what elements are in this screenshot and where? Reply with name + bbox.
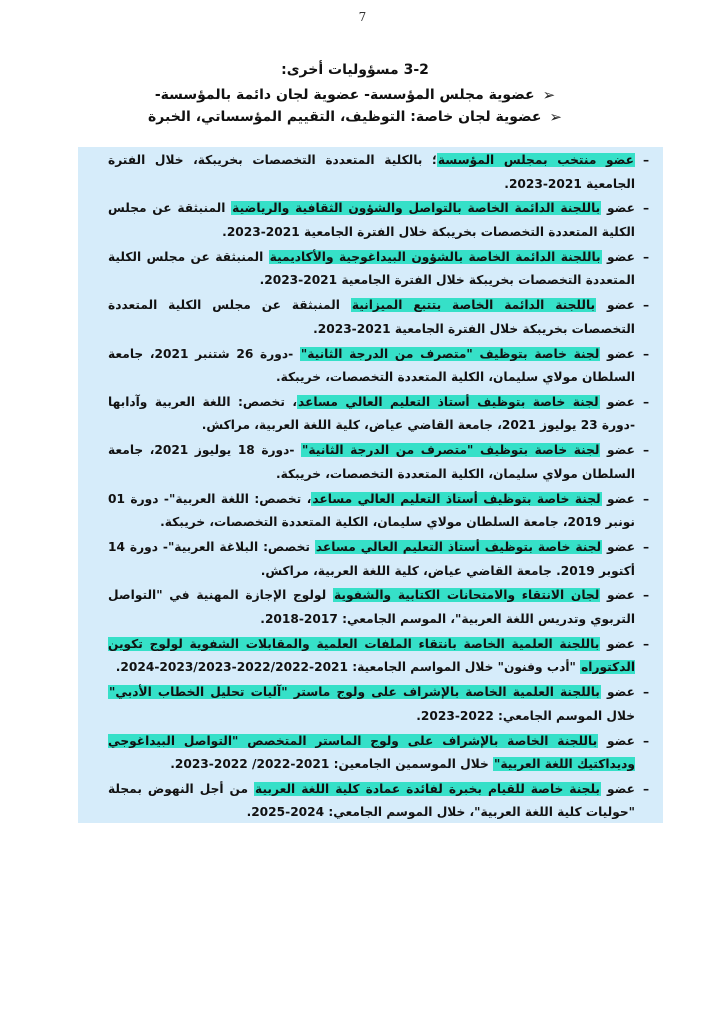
highlighted-text: لجنة خاصة بتوظيف أستاذ التعليم العالي مساعد: [315, 540, 602, 554]
list-item: – عضو باللجنة الدائمة الخاصة بتتبع الميزانية المنبثقة عن مجلس الكلية المتعددة التخصصات بخريبكة خلال الفترة الجامعية 2021-2023.: [108, 294, 657, 341]
highlighted-text: باللجنة العلمية الخاصة بالإشراف على ولوج ماستر "آليات تحليل الخطاب الأدبي": [109, 685, 600, 700]
list-item: – عضو لجنة خاصة بتوظيف "متصرف من الدرجة الثانية" -دورة 26 شتنبر 2021، جامعة السلطان مولاي سليمان، الكلية المتعددة التخصصات، خريبكة.: [108, 343, 657, 390]
highlighted-text: لجنة خاصة بتوظيف "متصرف من الدرجة الثانية": [302, 443, 600, 458]
highlighted-text: لجنة خاصة بتوظيف أستاذ التعليم العالي مساعد: [312, 491, 601, 506]
bullet-line: [75, 86, 635, 104]
highlighted-text: باللجنة الدائمة الخاصة بالشؤون البيداغوجية والأكاديمية: [269, 249, 601, 264]
highlighted-text: باللجنة الدائمة الخاصة بالتواصل والشؤون الثقافية والرياضية: [232, 201, 601, 216]
dash-marker: –: [642, 443, 650, 458]
dash-marker: –: [642, 249, 650, 264]
highlighted-text: باللجنة العلمية الخاصة بانتقاء الملفات العلمية والمقابلات الشفوية لولوج تكوين الدكتوراه: [108, 636, 635, 675]
list-item: – عضو لجنة خاصة بتوظيف أستاذ التعليم العالي مساعد، تخصص: اللغة العربية وآدابها -دورة 23 يوليوز 2021، جامعة القاضي عياض، كلية اللغة العربية، مراكش.: [108, 391, 657, 438]
dash-marker: –: [642, 588, 650, 603]
highlighted-text: لجنة خاصة بتوظيف "متصرف من الدرجة الثانية": [300, 346, 600, 361]
list-item: – عضو منتخب بمجلس المؤسسة؛ بالكلية المتعددة التخصصات بخريبكة، خلال الفترة الجامعية 2021-2023.: [108, 149, 657, 196]
dash-marker: –: [642, 201, 650, 216]
dash-marker: –: [642, 636, 650, 651]
list-item: – عضو باللجنة الدائمة الخاصة بالشؤون البيداغوجية والأكاديمية المنبثقة عن مجلس الكلية المتعددة التخصصات بخريبكة خلال الفترة الجامعية 2021-2023.: [108, 246, 657, 293]
dash-marker: –: [642, 394, 650, 409]
highlighted-text: باللجنة الدائمة الخاصة بتتبع الميزانية: [351, 298, 596, 313]
highlighted-text: لجنة خاصة بتوظيف أستاذ التعليم العالي مساعد: [298, 394, 599, 409]
highlighted-text: عضو منتخب بمجلس المؤسسة: [437, 153, 634, 167]
list-item: – عضو باللجنة الدائمة الخاصة بالتواصل والشؤون الثقافية والرياضية المنبثقة عن مجلس الكلية المتعددة التخصصات بخريبكة خلال الفترة الجامعية 2021-2023.: [108, 197, 657, 244]
dash-marker: –: [642, 346, 650, 361]
list-item: – عضو لجنة خاصة بتوظيف أستاذ التعليم العالي مساعد تخصص: البلاغة العربية"- دورة 14 أكتوبر 2019. جامعة القاضي عياض، كلية اللغة العربية، مراكش.: [108, 536, 657, 583]
list-item: – عضو لجنة خاصة بتوظيف "متصرف من الدرجة الثانية" -دورة 18 يوليوز 2021، جامعة السلطان مولاي سليمان، الكلية المتعددة التخصصات، خريبكة.: [108, 439, 657, 486]
dash-marker: –: [642, 540, 650, 554]
list-item: – عضو بلجنة خاصة للقيام بخبرة لفائدة عمادة كلية اللغة العربية من أجل النهوض بمجلة "حوليات كلية اللغة العربية"، خلال الموسم الجامعي: 2024-2025.: [108, 778, 657, 825]
highlighted-text: بلجنة خاصة للقيام بخبرة لفائدة عمادة كلية اللغة العربية: [255, 781, 601, 796]
dash-marker: –: [642, 298, 650, 313]
dash-marker: –: [642, 733, 650, 748]
list-item: – عضو باللجنة العلمية الخاصة بالإشراف على ولوج ماستر "آليات تحليل الخطاب الأدبي" خلال الموسم الجامعي: 2022-2023.: [108, 681, 657, 728]
bullet-line: [75, 108, 635, 126]
list-item: – عضو لجان الانتقاء والامتحانات الكتابية والشفوية لولوج الإجازة المهنية في "التواصل التربوي وتدريس اللغة العربية"، الموسم الجامعي: 2017-2018.: [108, 584, 657, 631]
section-title: 3-2 مسؤوليات أخرى:: [281, 62, 429, 78]
check-arrow-icon: ➢: [542, 86, 556, 104]
dash-marker: –: [642, 781, 650, 796]
list-item: – عضو لجنة خاصة بتوظيف أستاذ التعليم العالي مساعد، تخصص: اللغة العربية"- دورة 01 نونبر 2019، جامعة السلطان مولاي سليمان، الكلية المتعددة التخصصات، خريبكة.: [108, 488, 657, 535]
check-arrow-icon: ➢: [549, 108, 562, 126]
section-heading: [75, 62, 635, 130]
dash-marker: –: [642, 153, 650, 167]
list-item: – عضو باللجنة الخاصة بالإشراف على ولوج الماستر المتخصص "التواصل البيداغوجي وديداكتيك اللغة العربية" خلال الموسمين الجامعين: 2021-2022/ 2022-2023.: [108, 730, 657, 777]
bullet-text: عضوية لجان خاصة: التوظيف، التقييم المؤسساتي، الخبرة: [148, 109, 542, 125]
dash-marker: –: [642, 685, 650, 700]
page-number: 7: [358, 10, 367, 24]
highlighted-text: لجان الانتقاء والامتحانات الكتابية والشفوية: [333, 588, 600, 603]
responsibilities-list: [78, 147, 663, 823]
bullet-text: عضوية مجلس المؤسسة- عضوية لجان دائمة بالمؤسسة-: [154, 87, 535, 103]
dash-marker: –: [642, 491, 650, 506]
list-item: – عضو باللجنة العلمية الخاصة بانتقاء الملفات العلمية والمقابلات الشفوية لولوج تكوين الدكتوراه "أدب وفنون" خلال المواسم الجامعية: 2021-2022/2022-2023/2023-2024.: [108, 633, 657, 680]
highlighted-text: باللجنة الخاصة بالإشراف على ولوج الماستر المتخصص "التواصل البيداغوجي وديداكتيك اللغة العربية": [108, 733, 635, 772]
